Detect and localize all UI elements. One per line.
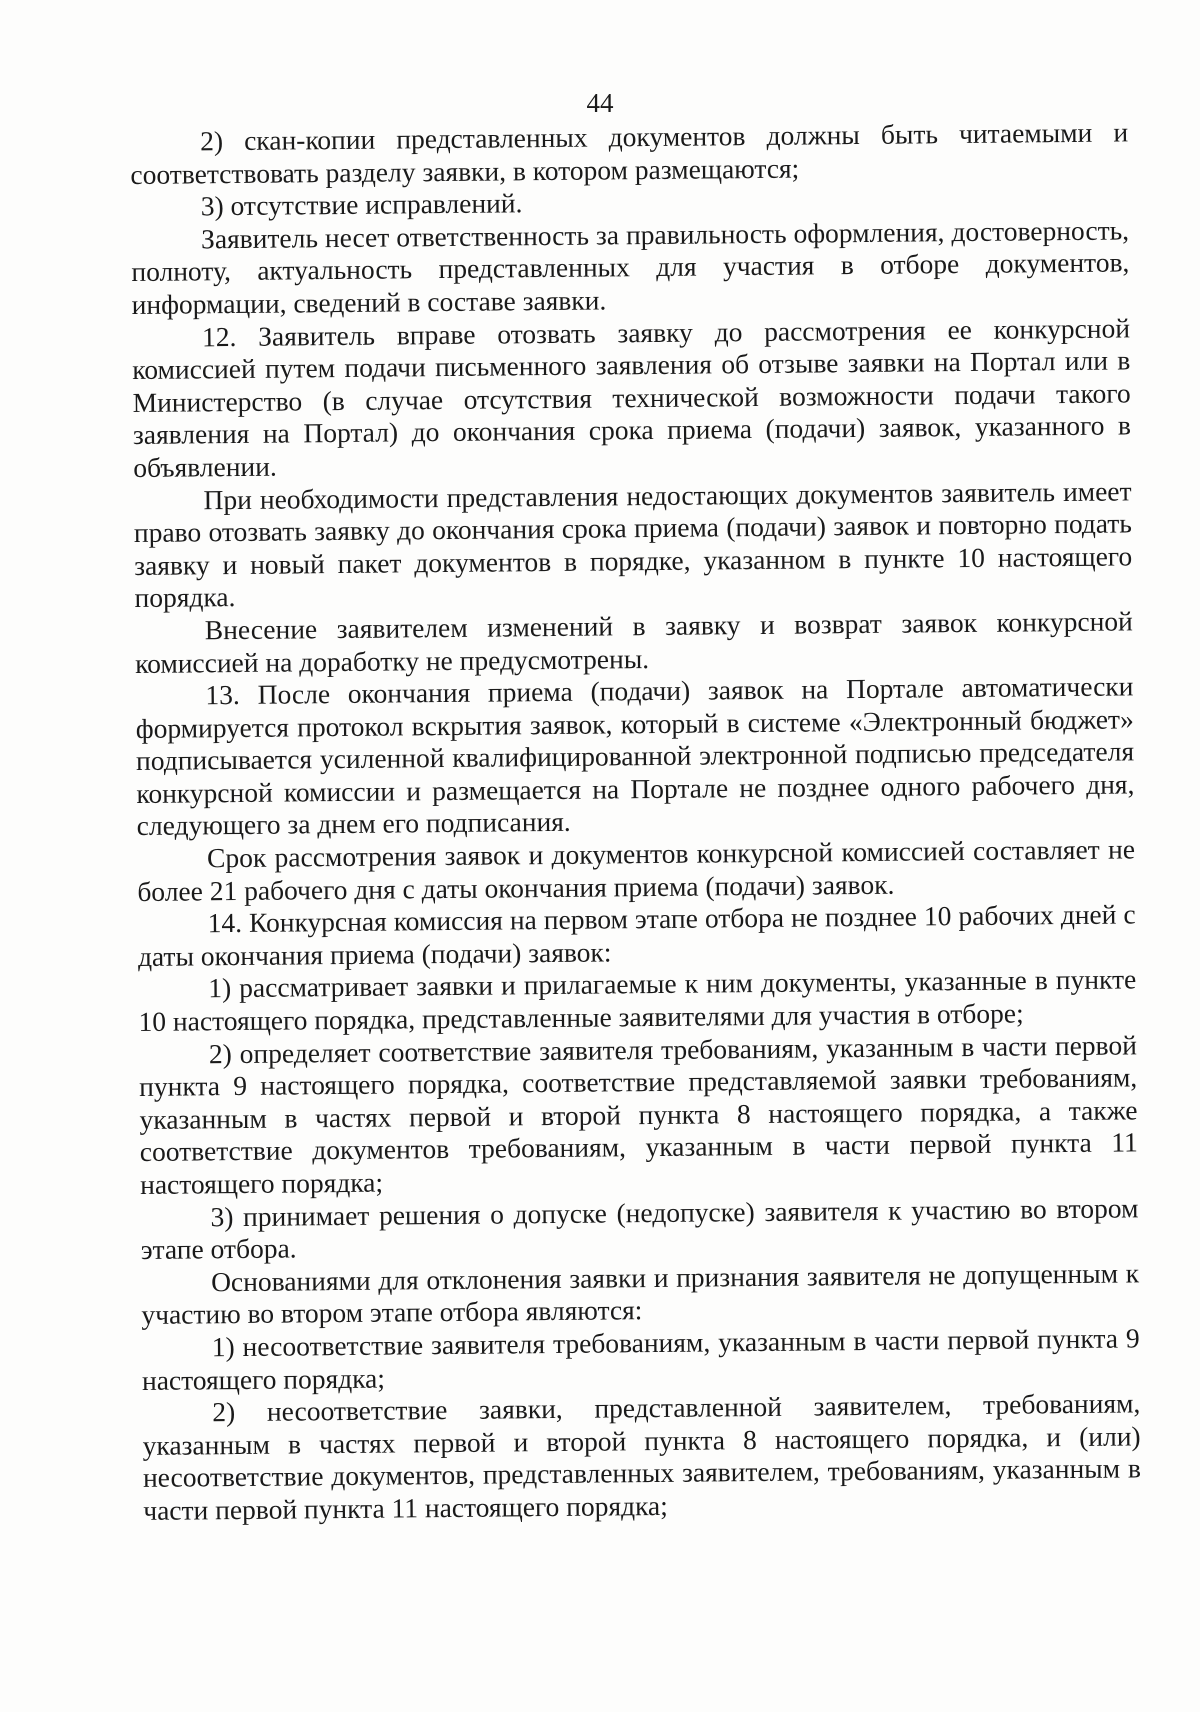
paragraph-scan-copies: 2) скан-копии представленных документов должны быть читаемыми и соответствовать разделу заявки, в котором размещаются; — [130, 116, 1129, 190]
paragraph-item-12-withdrawal: 12. Заявитель вправе отозвать заявку до рассмотрения ее конкурсной комиссией путем подачи письменного заявления об отзыве заявки на Портал или в Министерство (в случае отсутствия технической возможности подачи такого заявления на Портал) до окончания срока приема (подачи) заявок, указанного в объявлении. — [132, 311, 1132, 483]
paragraph-review-term: Срок рассмотрения заявок и документов конкурсной комиссией составляет не более 21 рабочего дня с даты окончания приема (подачи) заявок. — [137, 833, 1136, 907]
page-number: 44 — [586, 88, 614, 118]
paragraph-14-3-admission: 3) принимает решения о допуске (недопуске) заявителя к участию во втором этапе отбора. — [140, 1191, 1139, 1266]
paragraph-ground-1: 1) несоответствие заявителя требованиям, указанным в части первой пункта 9 настоящего порядка; — [141, 1322, 1140, 1396]
paragraph-missing-documents: При необходимости представления недостающих документов заявитель имеет право отозвать заявку до окончания срока приема (подачи) заявок и повторно подать заявку и новый пакет документов в порядке, указанном в пункте 10 настоящего порядка. — [133, 474, 1133, 614]
paragraph-no-changes: Внесение заявителем изменений в заявку и возврат заявок конкурсной комиссией на доработку не предусмотрены. — [135, 605, 1133, 679]
paragraph-item-14-commission: 14. Конкурсная комиссия на первом этапе отбора не позднее 10 рабочих дней с даты окончания приема (подачи) заявок: — [137, 898, 1136, 972]
paragraph-14-1-review: 1) рассматривает заявки и прилагаемые к ним документы, указанные в пункте 10 настоящего порядка, представленные заявителями для участия в отборе; — [138, 963, 1137, 1037]
paragraph-14-2-compliance: 2) определяет соответствие заявителя требованиям, указанным в части первой пункта 9 настоящего порядка, соответствие представляемой заявки требованиям, указанным в частях первой и второй пункта 8 настоящего порядка, а также соответствие документов требованиям, указанным в части первой пункта 11 настоящего порядка; — [139, 1029, 1138, 1200]
paragraph-applicant-responsibility: Заявитель несет ответственность за правильность оформления, достоверность, полноту, актуальность представленных для участия в отборе документов, информации, сведений в составе заявки. — [131, 214, 1130, 320]
paragraph-no-corrections: 3) отсутствие исправлений. — [200, 187, 523, 222]
paragraph-rejection-grounds: Основаниями для отклонения заявки и признания заявителя не допущенным к участию во втором этапе отбора являются: — [141, 1257, 1140, 1331]
paragraph-item-13-protocol: 13. После окончания приема (подачи) заявок на Портале автоматически формируется протокол вскрытия заявок, который в системе «Электронный бюджет» подписывается усиленной квалифицированной электронной подписью председателя конкурсной комиссии и размещается на Портале не позднее одного рабочего дня, следующего за днем его подписания. — [135, 670, 1135, 842]
paragraph-ground-2: 2) несоответствие заявки, представленной заявителем, требованиям, указанным в частях первой и второй пункта 8 настоящего порядка, и (или) несоответствие документов, представленных заявителем, требованиям, указанным в части первой пункта 11 настоящего порядка; — [142, 1387, 1142, 1526]
document-body — [130, 116, 1141, 1527]
